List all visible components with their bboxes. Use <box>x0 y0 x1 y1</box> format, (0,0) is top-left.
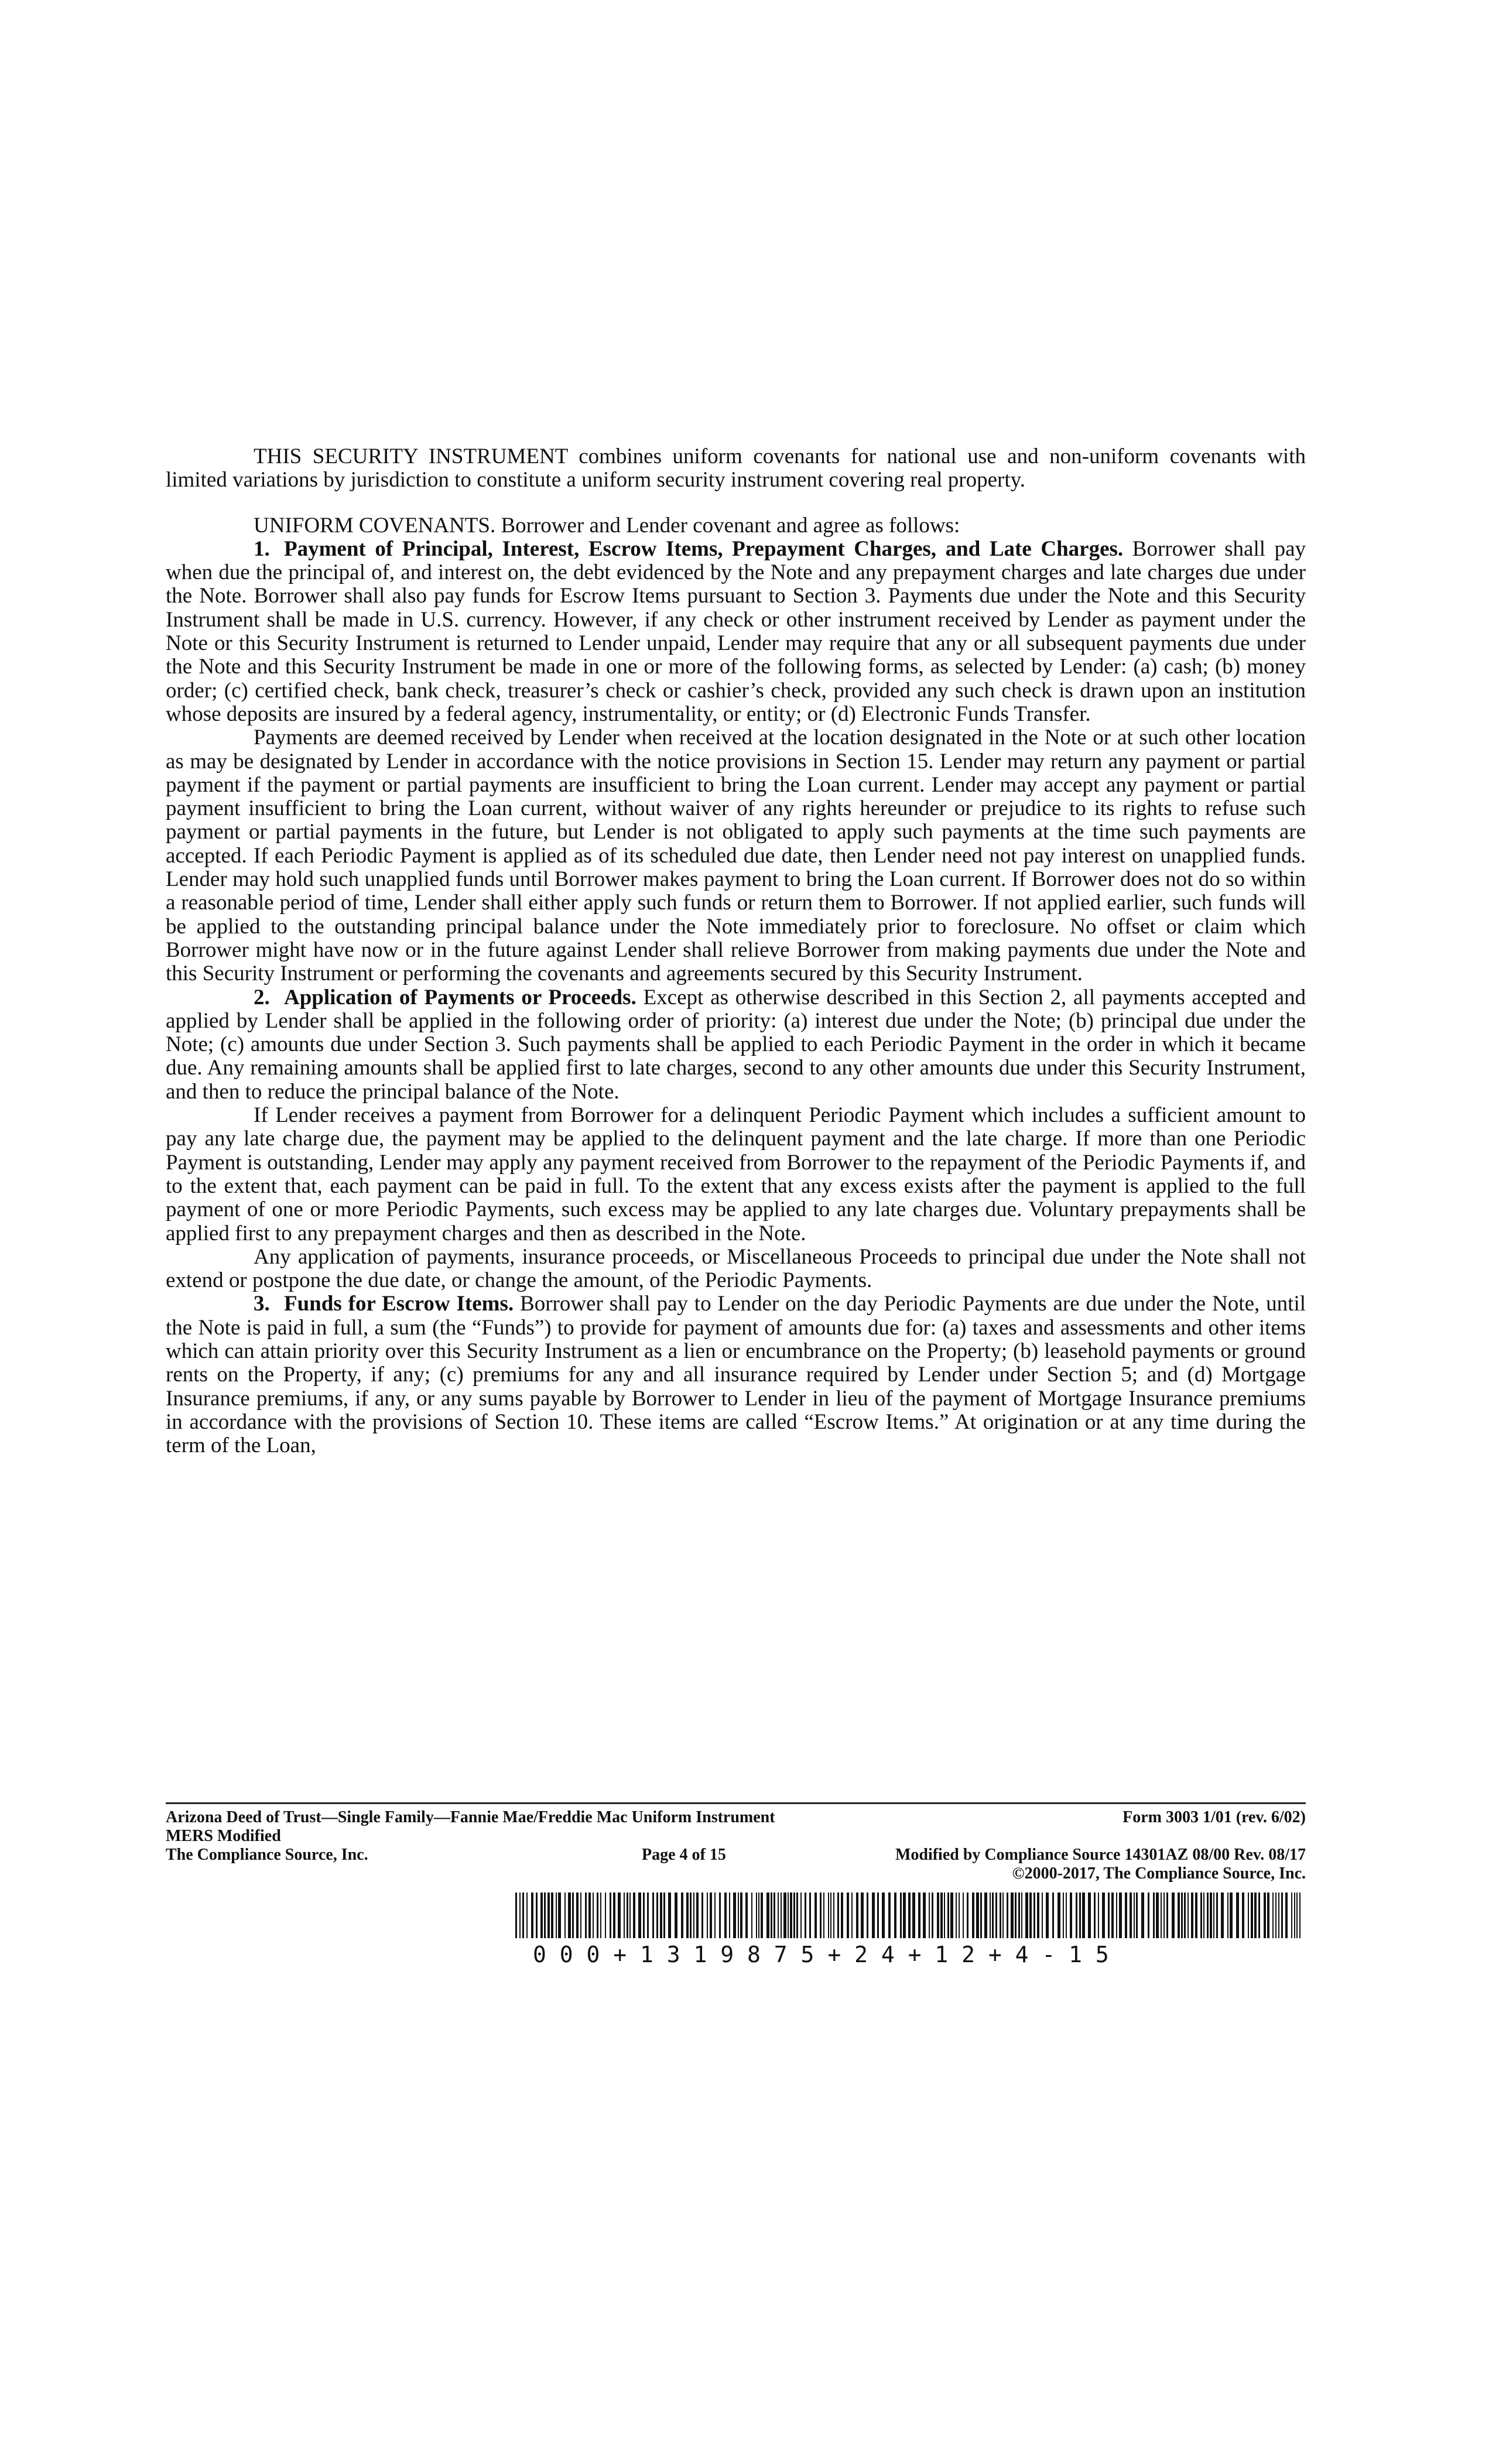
barcode-bar <box>800 1893 802 1938</box>
footer-page-number: Page 4 of 15 <box>642 1846 726 1864</box>
barcode-bars <box>509 1893 1308 1938</box>
barcode-bar <box>1216 1893 1218 1938</box>
barcode-bar <box>841 1893 843 1938</box>
barcode-bar <box>1213 1893 1214 1938</box>
barcode-bar <box>1002 1893 1004 1938</box>
barcode-bar <box>519 1893 521 1938</box>
barcode-bar <box>833 1893 834 1938</box>
barcode-bar <box>1029 1893 1032 1938</box>
barcode-bar <box>1291 1893 1292 1938</box>
barcode-bar <box>1161 1893 1162 1938</box>
barcode-bar <box>923 1893 926 1938</box>
barcode-bar <box>719 1893 721 1938</box>
barcode-bar <box>745 1893 748 1938</box>
barcode-bar <box>526 1893 528 1938</box>
barcode-bar <box>1098 1893 1099 1938</box>
barcode-bar <box>1148 1893 1149 1938</box>
barcode-bar <box>882 1893 885 1938</box>
barcode-bar <box>663 1893 665 1938</box>
barcode-bar <box>593 1893 594 1938</box>
barcode-bar <box>540 1893 543 1938</box>
barcode-bar <box>1136 1893 1138 1938</box>
barcode-bar <box>1108 1893 1110 1938</box>
barcode-bar <box>1021 1893 1022 1938</box>
barcode-bar <box>774 1893 775 1938</box>
barcode-bar <box>733 1893 736 1938</box>
barcode-bar <box>693 1893 694 1938</box>
barcode-bar <box>1267 1893 1269 1938</box>
barcode-bar <box>1184 1893 1186 1938</box>
section-1-heading: Payment of Principal, Interest, Escrow Items, Prepayment Charges, and Late Charges. <box>284 536 1124 561</box>
barcode-bar <box>1052 1893 1054 1938</box>
barcode-bar <box>1079 1893 1081 1938</box>
barcode-bar <box>1251 1893 1253 1938</box>
section-2-paragraph-3: Any application of payments, insurance proceeds, or Miscellaneous Proceeds to principal due under the Note shall not extend or postpone the due date, or change the amount, of the Periodic Payments. <box>166 1244 1306 1293</box>
footer-company: The Compliance Source, Inc. <box>166 1846 368 1864</box>
barcode-bar <box>756 1893 757 1938</box>
barcode-bar <box>1230 1893 1233 1938</box>
barcode-bar <box>992 1893 994 1938</box>
barcode-bar <box>724 1893 727 1938</box>
barcode-bar <box>701 1893 703 1938</box>
barcode-bar <box>1025 1893 1028 1938</box>
barcode-bar <box>1000 1893 1001 1938</box>
barcode-bar <box>1203 1893 1204 1938</box>
barcode-bar <box>1011 1893 1014 1938</box>
footer-form-number: Form 3003 1/01 (rev. 6/02) <box>1122 1808 1306 1826</box>
barcode-bar <box>1221 1893 1224 1938</box>
barcode-bar <box>1111 1893 1114 1938</box>
barcode-bar <box>714 1893 716 1938</box>
section-2-number: 2. <box>254 985 270 1009</box>
section-3-paragraph-1 <box>166 1292 1306 1457</box>
barcode-bar <box>1166 1893 1168 1938</box>
barcode-bar <box>830 1893 831 1938</box>
barcode-bar <box>1046 1893 1049 1938</box>
barcode-bar <box>947 1893 949 1938</box>
footer-modified-by: Modified by Compliance Source 14301AZ 08/00 Rev. 08/17 <box>895 1846 1306 1864</box>
footer-divider <box>166 1802 1306 1804</box>
barcode-bar <box>944 1893 945 1938</box>
barcode-bar <box>1141 1893 1144 1938</box>
barcode-bar <box>613 1893 615 1938</box>
barcode-bar <box>972 1893 974 1938</box>
barcode-bar <box>1134 1893 1135 1938</box>
barcode-bar <box>656 1893 658 1938</box>
barcode-bar <box>1037 1893 1039 1938</box>
barcode-bar <box>1015 1893 1017 1938</box>
barcode-bar <box>1042 1893 1043 1938</box>
barcode-bar <box>1207 1893 1209 1938</box>
barcode-bar <box>1210 1893 1212 1938</box>
footer-row-4 <box>166 1864 1306 1883</box>
barcode-bar <box>597 1893 598 1938</box>
barcode-bar <box>585 1893 587 1938</box>
barcode-bar <box>1156 1893 1159 1938</box>
barcode-bar <box>956 1893 957 1938</box>
barcode-bar <box>1153 1893 1155 1938</box>
barcode <box>509 1893 1308 1969</box>
barcode-bar <box>1264 1893 1266 1938</box>
barcode-bar <box>600 1893 601 1938</box>
barcode-bar <box>1296 1893 1298 1938</box>
footer-form-title: Arizona Deed of Trust—Single Family—Fannie Mae/Freddie Mac Uniform Instrument <box>166 1808 775 1826</box>
barcode-bar <box>572 1893 574 1938</box>
barcode-bar <box>963 1893 964 1938</box>
barcode-bar <box>796 1893 798 1938</box>
barcode-bar <box>788 1893 789 1938</box>
barcode-bar <box>778 1893 779 1938</box>
barcode-bar <box>1178 1893 1180 1938</box>
barcode-bar <box>908 1893 911 1938</box>
barcode-bar <box>918 1893 920 1938</box>
barcode-bar <box>872 1893 875 1938</box>
barcode-bar <box>1070 1893 1072 1938</box>
section-2-heading: Application of Payments or Proceeds. <box>284 985 636 1009</box>
section-3-text-1: Borrower shall pay to Lender on the day Periodic Payments are due under the Note, until the Note is paid in full, a sum (the “Funds”) to provide for payment of amounts due for: (a) taxes and assessments and other items which can attain priority over this Security Instrument as a lien or encumbrance on the Property; (b) leasehold payments or ground rents on the Property, if any; (c) premiums for any and all insurance required by Lender under Section 5; and (d) Mortgage Insurance premiums, if any, or any sums payable by Borrower to Lender in lieu of the payment of Mortgage Insurance premiums in accordance with the provisions of Section 10. These items are called “Escrow Items.” At origination or at any time during the term of the Loan, <box>166 1292 1306 1458</box>
barcode-bar <box>1275 1893 1276 1938</box>
barcode-bar <box>1195 1893 1197 1938</box>
barcode-bar <box>814 1893 817 1938</box>
barcode-bar <box>940 1893 943 1938</box>
barcode-bar <box>828 1893 829 1938</box>
barcode-bar <box>1082 1893 1085 1938</box>
barcode-bar <box>652 1893 654 1938</box>
barcode-bar <box>605 1893 606 1938</box>
footer-row-1 <box>166 1808 1306 1827</box>
barcode-bar <box>761 1893 763 1938</box>
barcode-bar <box>564 1893 566 1938</box>
barcode-bar <box>781 1893 782 1938</box>
barcode-bar <box>660 1893 662 1938</box>
barcode-bar <box>937 1893 939 1938</box>
barcode-bar <box>929 1893 930 1938</box>
barcode-bar <box>696 1893 699 1938</box>
barcode-bar <box>1254 1893 1257 1938</box>
barcode-bar <box>771 1893 772 1938</box>
barcode-bar <box>888 1893 891 1938</box>
barcode-bar <box>805 1893 806 1938</box>
barcode-bar <box>1125 1893 1127 1938</box>
barcode-bar <box>867 1893 868 1938</box>
barcode-bar <box>1094 1893 1096 1938</box>
barcode-bar <box>877 1893 879 1938</box>
barcode-bar <box>643 1893 645 1938</box>
barcode-bar <box>690 1893 692 1938</box>
barcode-bar <box>638 1893 641 1938</box>
barcode-bar <box>1076 1893 1077 1938</box>
barcode-bar <box>1057 1893 1060 1938</box>
section-1-paragraph-2: Payments are deemed received by Lender when received at the location designated in the Note or at such other location as may be designated by Lender in accordance with the notice provisions in Section 15. Lender may return any payment or partial payment if the payment or partial payments are insufficient to bring the Loan current. Lender may accept any payment or partial payment insufficient to bring the Loan current, without waiver of any rights hereunder or prejudice to its rights to refuse such payment or partial payments in the future, but Lender is not obligated to apply such payments at the time such payments are accepted. If each Periodic Payment is applied as of its scheduled due date, then Lender need not pay interest on unapplied funds. Lender may hold such unapplied funds until Borrower makes payment to bring the Loan current. If Borrower does not do so within a reasonable period of time, Lender shall either apply such funds or return them to Borrower. If not applied earlier, such funds will be applied to the outstanding principal balance under the Note immediately prior to foreclosure. No offset or claim which Borrower might have now or in the future against Lender shall relieve Borrower from making payments due under the Note and this Security Instrument or performing the covenants and agreements secured by this Security Instrument. <box>166 725 1306 986</box>
barcode-bar <box>531 1893 533 1938</box>
barcode-bar <box>515 1893 517 1938</box>
barcode-bar <box>912 1893 915 1938</box>
uniform-covenants-line: UNIFORM COVENANTS. Borrower and Lender covenant and agree as follows: <box>254 513 960 538</box>
barcode-bar <box>950 1893 953 1938</box>
barcode-bar <box>1285 1893 1288 1938</box>
barcode-bar <box>967 1893 968 1938</box>
barcode-bar <box>1116 1893 1117 1938</box>
section-1-paragraph-1 <box>166 538 1306 726</box>
barcode-bar <box>900 1893 902 1938</box>
barcode-bar <box>522 1893 524 1938</box>
barcode-bar <box>820 1893 822 1938</box>
barcode-bar <box>681 1893 683 1938</box>
barcode-bar <box>1299 1893 1300 1938</box>
barcode-bar <box>740 1893 742 1938</box>
barcode-bar <box>576 1893 579 1938</box>
barcode-bar <box>544 1893 546 1938</box>
barcode-bar <box>1172 1893 1175 1938</box>
barcode-bar <box>995 1893 997 1938</box>
section-2-paragraph-1 <box>166 986 1306 1104</box>
barcode-bar <box>1242 1893 1244 1938</box>
barcode-bar <box>758 1893 759 1938</box>
barcode-bar <box>1033 1893 1035 1938</box>
barcode-bar <box>710 1893 712 1938</box>
barcode-bar <box>984 1893 987 1938</box>
barcode-bar <box>1007 1893 1008 1938</box>
barcode-bar <box>1063 1893 1064 1938</box>
barcode-bar <box>738 1893 739 1938</box>
barcode-bar <box>1130 1893 1132 1938</box>
section-3-heading: Funds for Escrow Items. <box>284 1292 514 1316</box>
intro-paragraph: THIS SECURITY INSTRUMENT combines uniform covenants for national use and non-uniform covenants with limited variations by jurisdiction to constitute a uniform security instrument covering real property. <box>166 444 1306 492</box>
barcode-bar <box>976 1893 979 1938</box>
barcode-bar <box>837 1893 839 1938</box>
barcode-bar <box>1181 1893 1183 1938</box>
barcode-bar <box>588 1893 591 1938</box>
barcode-bar <box>668 1893 671 1938</box>
barcode-bar <box>1191 1893 1193 1938</box>
barcode-bar <box>1272 1893 1274 1938</box>
barcode-bar <box>1018 1893 1020 1938</box>
section-3-number: 3. <box>254 1292 270 1316</box>
barcode-bar <box>1236 1893 1239 1938</box>
barcode-bar <box>686 1893 689 1938</box>
barcode-bar <box>729 1893 730 1938</box>
barcode-bar <box>618 1893 621 1938</box>
barcode-bar <box>1119 1893 1122 1938</box>
barcode-bar <box>793 1893 795 1938</box>
footer-copyright: ©2000-2017, The Compliance Source, Inc. <box>1012 1864 1306 1883</box>
barcode-bar <box>980 1893 982 1938</box>
barcode-bar <box>568 1893 571 1938</box>
document-body <box>166 445 1306 1457</box>
barcode-bar <box>551 1893 553 1938</box>
section-2-text-1: Except as otherwise described in this Section 2, all payments accepted and applied by Lender shall be applied in the following order of priority: (a) interest due under the Note; (b) principal due under the Note; (c) amounts due under Section 3. Such payments shall be applied to each Periodic Payment in the order in which it became due. Any remaining amounts shall be applied first to late charges, second to any other amounts due under this Security Instrument, and then to reduce the principal balance of the Note. <box>166 985 1306 1104</box>
barcode-bar <box>823 1893 824 1938</box>
barcode-bar <box>847 1893 849 1938</box>
page-footer <box>166 1808 1306 1883</box>
barcode-bar <box>1102 1893 1105 1938</box>
barcode-bar <box>1248 1893 1249 1938</box>
barcode-bar <box>856 1893 858 1938</box>
footer-mers-modified: MERS Modified <box>166 1827 281 1845</box>
barcode-bar <box>1088 1893 1091 1938</box>
barcode-bar <box>1294 1893 1295 1938</box>
barcode-bar <box>783 1893 786 1938</box>
barcode-bar <box>809 1893 811 1938</box>
barcode-bar <box>990 1893 991 1938</box>
barcode-bar <box>1200 1893 1202 1938</box>
barcode-bar <box>959 1893 960 1938</box>
barcode-bar <box>624 1893 625 1938</box>
barcode-bar <box>1281 1893 1283 1938</box>
barcode-bar <box>1278 1893 1279 1938</box>
barcode-bar <box>790 1893 792 1938</box>
barcode-bar <box>633 1893 635 1938</box>
barcode-bar <box>627 1893 628 1938</box>
barcode-bar <box>647 1893 649 1938</box>
barcode-digits: 0 0 0 + 1 3 1 9 8 7 5 + 2 4 + 1 2 + 4 - 1 5 <box>533 1942 1109 1967</box>
barcode-bar <box>580 1893 581 1938</box>
barcode-bar <box>766 1893 769 1938</box>
barcode-bar <box>547 1893 550 1938</box>
section-2-paragraph-2: If Lender receives a payment from Borrower for a delinquent Periodic Payment which includes a sufficient amount to pay any late charge due, the payment may be applied to the delinquent payment and the late charge. If more than one Periodic Payment is outstanding, Lender may apply any payment received from Borrower to the repayment of the Periodic Payments if, and to the extent that, each payment can be paid in full. To the extent that any excess exists after the payment is applied to the full payment of one or more Periodic Payments, such excess may be applied to any late charges due. Voluntary prepayments shall be applied first to any prepayment charges and then as described in the Note. <box>166 1103 1306 1245</box>
barcode-bar <box>751 1893 752 1938</box>
barcode-bar <box>1163 1893 1165 1938</box>
barcode-bar <box>894 1893 896 1938</box>
barcode-bar <box>610 1893 611 1938</box>
barcode-bar <box>851 1893 853 1938</box>
barcode-bar <box>903 1893 906 1938</box>
barcode-bar <box>536 1893 538 1938</box>
barcode-bar <box>1227 1893 1228 1938</box>
barcode-bar <box>1066 1893 1067 1938</box>
barcode-bar <box>1258 1893 1260 1938</box>
barcode-bar <box>556 1893 557 1938</box>
footer-row-3 <box>166 1846 1306 1864</box>
barcode-bar <box>629 1893 631 1938</box>
footer-row-2 <box>166 1827 1306 1846</box>
barcode-bar <box>558 1893 561 1938</box>
section-1-number: 1. <box>254 536 270 561</box>
barcode-bar <box>932 1893 933 1938</box>
section-1-text-1: Borrower shall pay when due the principal of, and interest on, the debt evidenced by the Note and any prepayment charges and late charges due under the Note. Borrower shall also pay funds for Escrow Items pursuant to Section 3. Payments due under the Note and this Security Instrument shall be made in U.S. currency. However, if any check or other instrument received by Lender as payment under the Note or this Security Instrument is returned to Lender unpaid, Lender may require that any or all subsequent payments due under the Note and this Security Instrument be made in one or more of the following forms, as selected by Lender: (a) cash; (b) money order; (c) certified check, bank check, treasurer’s check or cashier’s check, provided any such check is drawn upon an institution whose deposits are insured by a federal agency, instrumentality, or entity; or (d) Electronic Funds Transfer. <box>166 536 1306 726</box>
barcode-bar <box>707 1893 708 1938</box>
barcode-bar <box>861 1893 864 1938</box>
barcode-bar <box>675 1893 677 1938</box>
barcode-bar <box>1187 1893 1189 1938</box>
